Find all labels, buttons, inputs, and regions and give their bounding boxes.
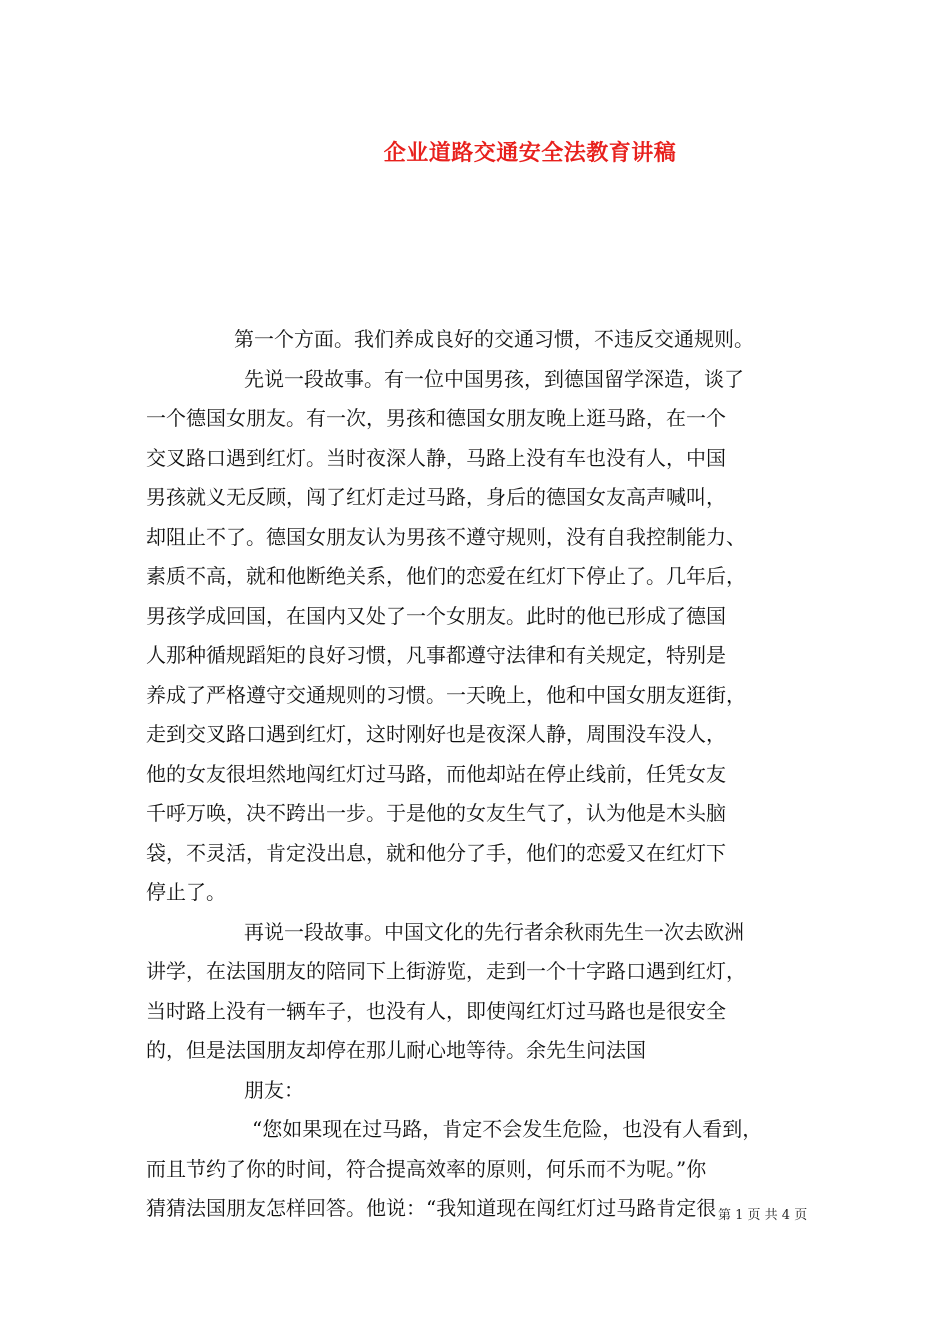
text-line: 养成了严格遵守交通规则的习惯。一天晚上，他和中国女朋友逛街，	[146, 682, 746, 707]
document-body	[146, 320, 826, 1229]
text-line: 第一个方面。我们养成良好的交通习惯，不违反交通规则。	[234, 327, 754, 351]
text-line: 袋，不灵活，肯定没出息，就和他分了手，他们的恋爱又在红灯下	[146, 840, 726, 865]
text-line: 先说一段故事。有一位中国男孩，到德国留学深造，谈了	[244, 366, 744, 391]
text-line: 男孩学成回国，在国内又处了一个女朋友。此时的他已形成了德国	[146, 603, 726, 628]
text-line: 再说一段故事。中国文化的先行者余秋雨先生一次去欧洲	[244, 919, 744, 944]
document-title: 企业道路交通安全法教育讲稿	[383, 140, 677, 166]
text-line: 他的女友很坦然地闯红灯过马路，而他却站在停止线前，任凭女友	[146, 761, 726, 786]
text-line: 一个德国女朋友。有一次，男孩和德国女朋友晚上逛马路，在一个	[146, 406, 726, 430]
text-line: 当时路上没有一辆车子，也没有人，即使闯红灯过马路也是很安全	[146, 998, 726, 1023]
text-line: 人那种循规蹈矩的良好习惯，凡事都遵守法律和有关规定，特别是	[146, 643, 726, 667]
text-line: 讲学，在法国朋友的陪同下上街游览，走到一个十字路口遇到红灯，	[146, 959, 746, 983]
page-number-footer: 第 1 页 共 4 页	[718, 1208, 808, 1223]
text-line: 猜猜法国朋友怎样回答。他说：“我知道现在闯红灯过马路肯定很	[146, 1196, 717, 1220]
text-line: 交叉路口遇到红灯。当时夜深人静，马路上没有车也没有人，中国	[146, 445, 726, 470]
text-line: 停止了。	[146, 880, 226, 904]
text-line: “您如果现在过马路，肯定不会发生危险，也没有人看到，	[252, 1117, 763, 1141]
text-line: 的，但是法国朋友却停在那儿耐心地等待。余先生问法国	[146, 1038, 646, 1062]
text-line: 男孩就义无反顾，闯了红灯走过马路，身后的德国女友高声喊叫，	[146, 485, 726, 509]
text-line: 而且节约了你的时间，符合提高效率的原则，何乐而不为呢。”你	[146, 1156, 707, 1181]
text-line: 素质不高，就和他断绝关系，他们的恋爱在红灯下停止了。几年后，	[146, 564, 746, 588]
text-line: 千呼万唤，决不跨出一步。于是他的女友生气了，认为他是木头脑	[146, 801, 726, 825]
text-line: 朋友：	[244, 1077, 304, 1102]
text-line: 却阻止不了。德国女朋友认为男孩不遵守规则，没有自我控制能力、	[146, 524, 746, 549]
text-line: 走到交叉路口遇到红灯，这时刚好也是夜深人静，周围没车没人，	[146, 722, 726, 746]
